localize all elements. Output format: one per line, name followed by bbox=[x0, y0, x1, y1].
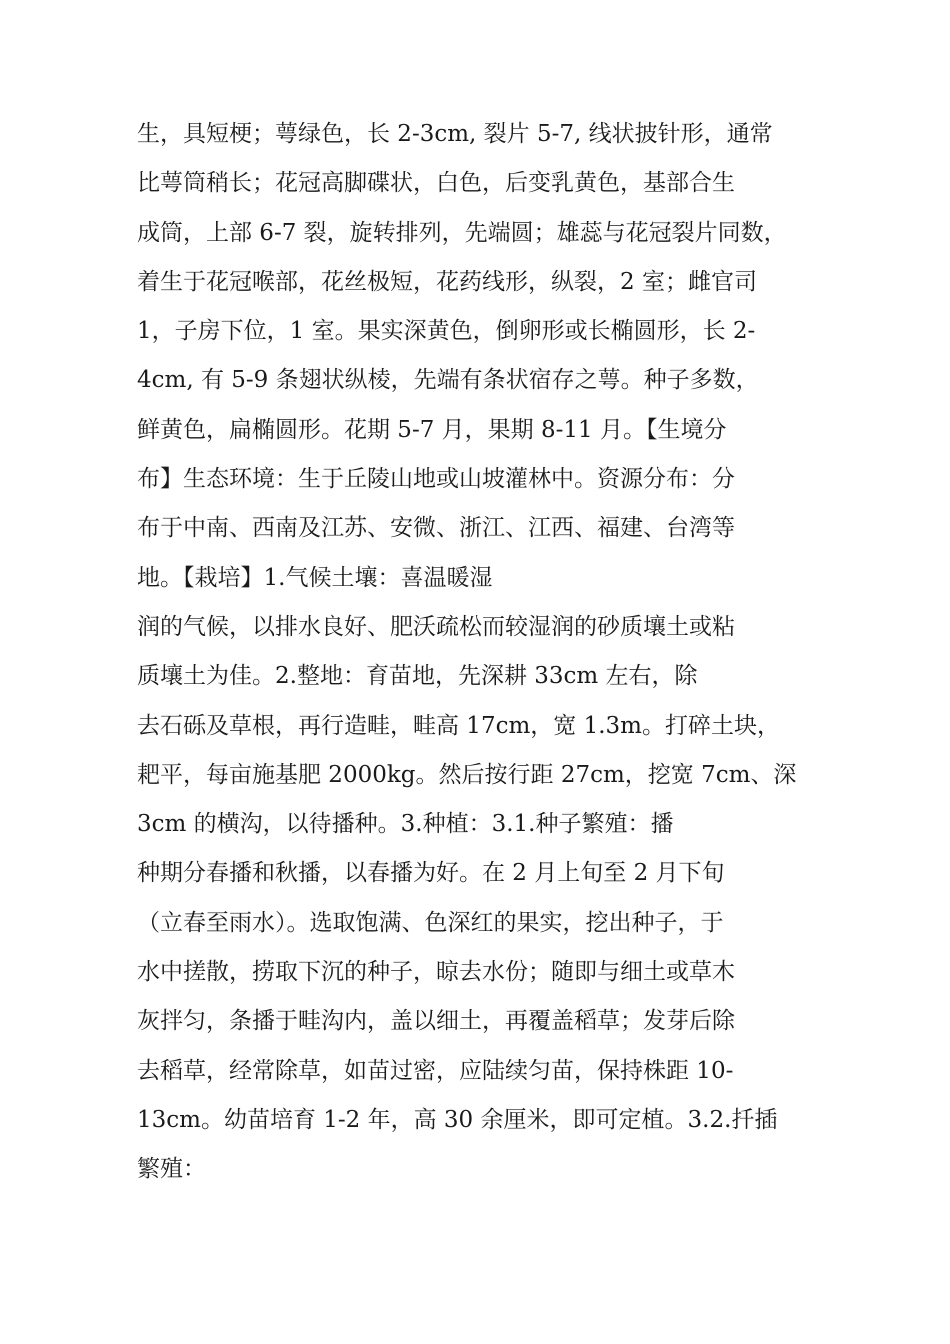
text-line-8: 布】生态环境：生于丘陵山地或山坡灌林中。资源分布：分 bbox=[137, 466, 735, 493]
text-line-16: 种期分春播和秋播，以春播为好。在 2 月上旬至 2 月下旬 bbox=[137, 860, 725, 887]
text-line-15: 3cm 的横沟，以待播种。3.种植：3.1.种子繁殖：播 bbox=[137, 811, 674, 838]
text-line-3: 成筒，上部 6-7 裂，旋转排列，先端圆；雄蕊与花冠裂片同数， bbox=[137, 219, 787, 246]
text-line-6: 4cm, 有 5-9 条翅状纵棱，先端有条状宿存之萼。种子多数， bbox=[137, 367, 759, 394]
body-text bbox=[137, 110, 857, 1195]
text-line-10: 地。【栽培】1.气候土壤：喜温暖湿 bbox=[137, 564, 493, 591]
text-line-9: 布于中南、西南及江苏、安微、浙江、江西、福建、台湾等 bbox=[137, 515, 735, 542]
text-line-7: 鲜黄色，扁椭圆形。花期 5-7 月，果期 8-11 月。【生境分 bbox=[137, 416, 727, 443]
text-line-1: 生，具短梗；萼绿色，长 2-3cm, 裂片 5-7, 线状披针形，通常 bbox=[137, 121, 773, 147]
text-line-22: 繁殖： bbox=[137, 1156, 206, 1183]
text-line-11: 润的气候，以排水良好、肥沃疏松而较湿润的砂质壤土或粘 bbox=[137, 613, 735, 640]
text-line-19: 灰拌匀，条播于畦沟内，盖以细土，再覆盖稻草；发芽后除 bbox=[137, 1008, 735, 1035]
text-line-12: 质壤土为佳。2.整地：育苗地，先深耕 33cm 左右，除 bbox=[137, 663, 698, 690]
text-line-5: 1，子房下位，1 室。果实深黄色，倒卵形或长椭圆形，长 2- bbox=[137, 318, 756, 345]
text-line-17: （立春至雨水）。选取饱满、色深红的果实，挖出种子，于 bbox=[137, 909, 724, 936]
text-line-20: 去稻草，经常除草，如苗过密，应陆续匀苗，保持株距 10- bbox=[137, 1057, 734, 1084]
text-line-18: 水中搓散，捞取下沉的种子，晾去水份；随即与细土或草木 bbox=[137, 959, 735, 986]
text-line-21: 13cm。幼苗培育 1-2 年，高 30 余厘米，即可定植。3.2.扦插 bbox=[137, 1106, 778, 1133]
text-line-14: 耙平，每亩施基肥 2000kg。然后按行距 27cm，挖宽 7cm、深 bbox=[137, 761, 797, 788]
text-line-13: 去石砾及草根，再行造畦，畦高 17cm，宽 1.3m。打碎土块， bbox=[137, 712, 780, 739]
text-line-4: 着生于花冠喉部，花丝极短，花药线形，纵裂，2 室；雌官司 bbox=[137, 268, 757, 295]
text-line-2: 比萼筒稍长；花冠高脚碟状，白色，后变乳黄色，基部合生 bbox=[137, 170, 735, 197]
